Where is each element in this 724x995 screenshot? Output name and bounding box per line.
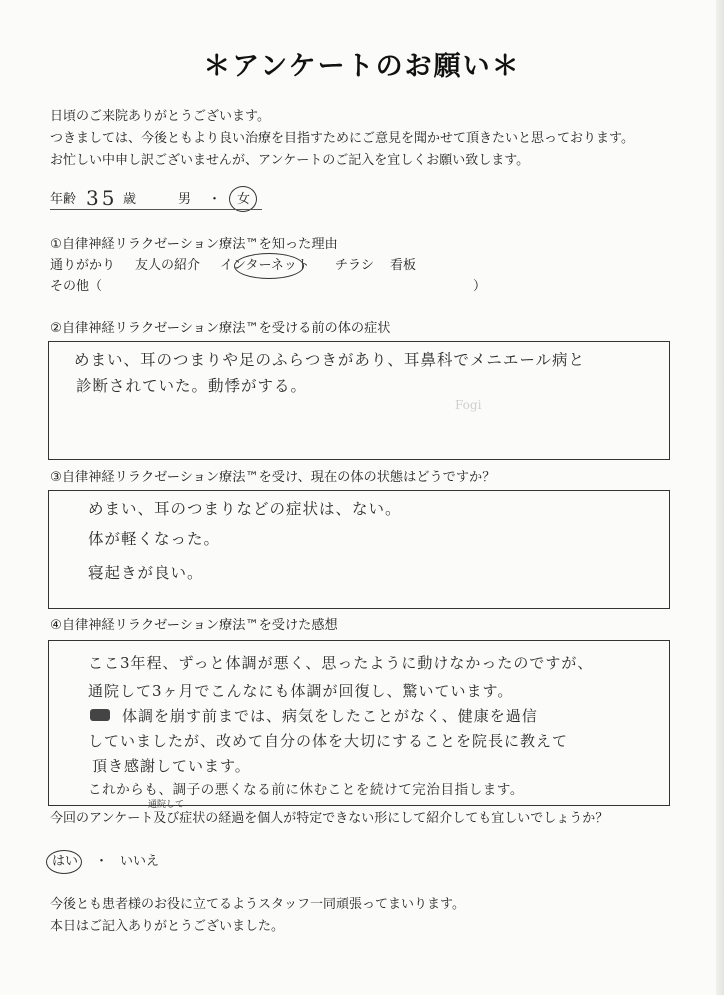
page-title: ＊アンケートのお願い＊ <box>203 51 521 82</box>
q4-answer-line-2: 通院して3ヶ月でこんなにも体調が回復し、驚いています。 <box>88 682 514 700</box>
q1-heading: ①自律神経リラクゼーション療法™を知った理由 <box>50 237 338 252</box>
q4-answer-line-3: 体調を崩す前までは、病気をしたことがなく、健康を過信 <box>122 707 538 725</box>
intro-line-2: つきましては、今後ともより良い治療を目指すためにご意見を聞かせて頂きたいと思っております。 <box>50 131 634 146</box>
closing-line-2: 本日はご記入ありがとうございました。 <box>50 919 285 934</box>
q4-answer-line-1: ここ3年程、ずっと体調が悪く、思ったように動けなかったのですが、 <box>88 654 594 672</box>
q3-answer-line-1: めまい、耳のつまりなどの症状は、ない。 <box>88 500 402 518</box>
gender-separator: ・ <box>208 192 222 207</box>
yes-selected-circle <box>46 850 82 874</box>
gender-male-option[interactable]: 男 <box>178 192 192 207</box>
q1-other-close: ） <box>473 279 487 294</box>
q3-answer-line-3: 寝起きが良い。 <box>88 564 204 582</box>
profile-underline <box>50 209 262 210</box>
intro-line-3: お忙しい中申し訳ございませんが、アンケートのご記入を宜しくお願い致します。 <box>50 153 530 168</box>
paper-edge-shadow <box>716 0 724 995</box>
crossed-out-scribble <box>90 709 110 721</box>
q2-heading: ②自律神経リラクゼーション療法™を受ける前の体の症状 <box>50 321 391 336</box>
q4-insert-note: 通院して <box>148 800 185 810</box>
q1-option-internet[interactable]: インターネット <box>220 258 310 273</box>
q2-answer-line-1: めまい、耳のつまりや足のふらつきがあり、耳鼻科でメニエール病と <box>74 351 586 369</box>
age-label: 年齢 <box>50 192 77 207</box>
bleed-through-mark: Fogi <box>455 398 482 412</box>
q1-other-label: その他（ <box>50 279 103 294</box>
q4-answer-line-4: していましたが、改めて自分の体を大切にすることを院長に教えて <box>88 732 569 750</box>
consent-no-option[interactable]: いいえ <box>120 854 160 869</box>
age-unit: 歳 <box>123 192 137 207</box>
q1-option-passing-by[interactable]: 通りがかり <box>50 258 116 273</box>
intro-line-1: 日頃のご来院ありがとうございます。 <box>50 109 270 124</box>
internet-selected-circle <box>234 253 304 279</box>
consent-question: 今回のアンケート及び症状の経過を個人が特定できない形にして紹介しても宜しいでしょうか？ <box>50 811 609 826</box>
consent-separator: ・ <box>95 854 109 869</box>
q4-answer-line-5: 頂き感謝しています。 <box>92 757 251 775</box>
gender-female-option[interactable]: 女 <box>237 192 251 207</box>
consent-yes-option[interactable]: はい <box>52 854 79 869</box>
age-value[interactable]: 35 <box>86 186 118 210</box>
q2-answer-line-2: 診断されていた。動悸がする。 <box>76 377 308 395</box>
q3-heading: ③自律神経リラクゼーション療法™を受け、現在の体の状態はどうですか？ <box>50 470 496 485</box>
q1-option-friend[interactable]: 友人の紹介 <box>135 258 201 273</box>
q4-answer-line-6: これからも、調子の悪くなる前に休むことを続けて完治目指します。 <box>88 782 525 798</box>
q1-option-flyer[interactable]: チラシ <box>335 258 375 273</box>
q3-answer-line-2: 体が軽くなった。 <box>88 530 221 548</box>
q1-option-signboard[interactable]: 看板 <box>390 258 417 273</box>
closing-line-1: 今後とも患者様のお役に立てるようスタッフ一同頑張ってまいります。 <box>50 897 465 912</box>
q4-heading: ④自律神経リラクゼーション療法™を受けた感想 <box>50 618 338 633</box>
